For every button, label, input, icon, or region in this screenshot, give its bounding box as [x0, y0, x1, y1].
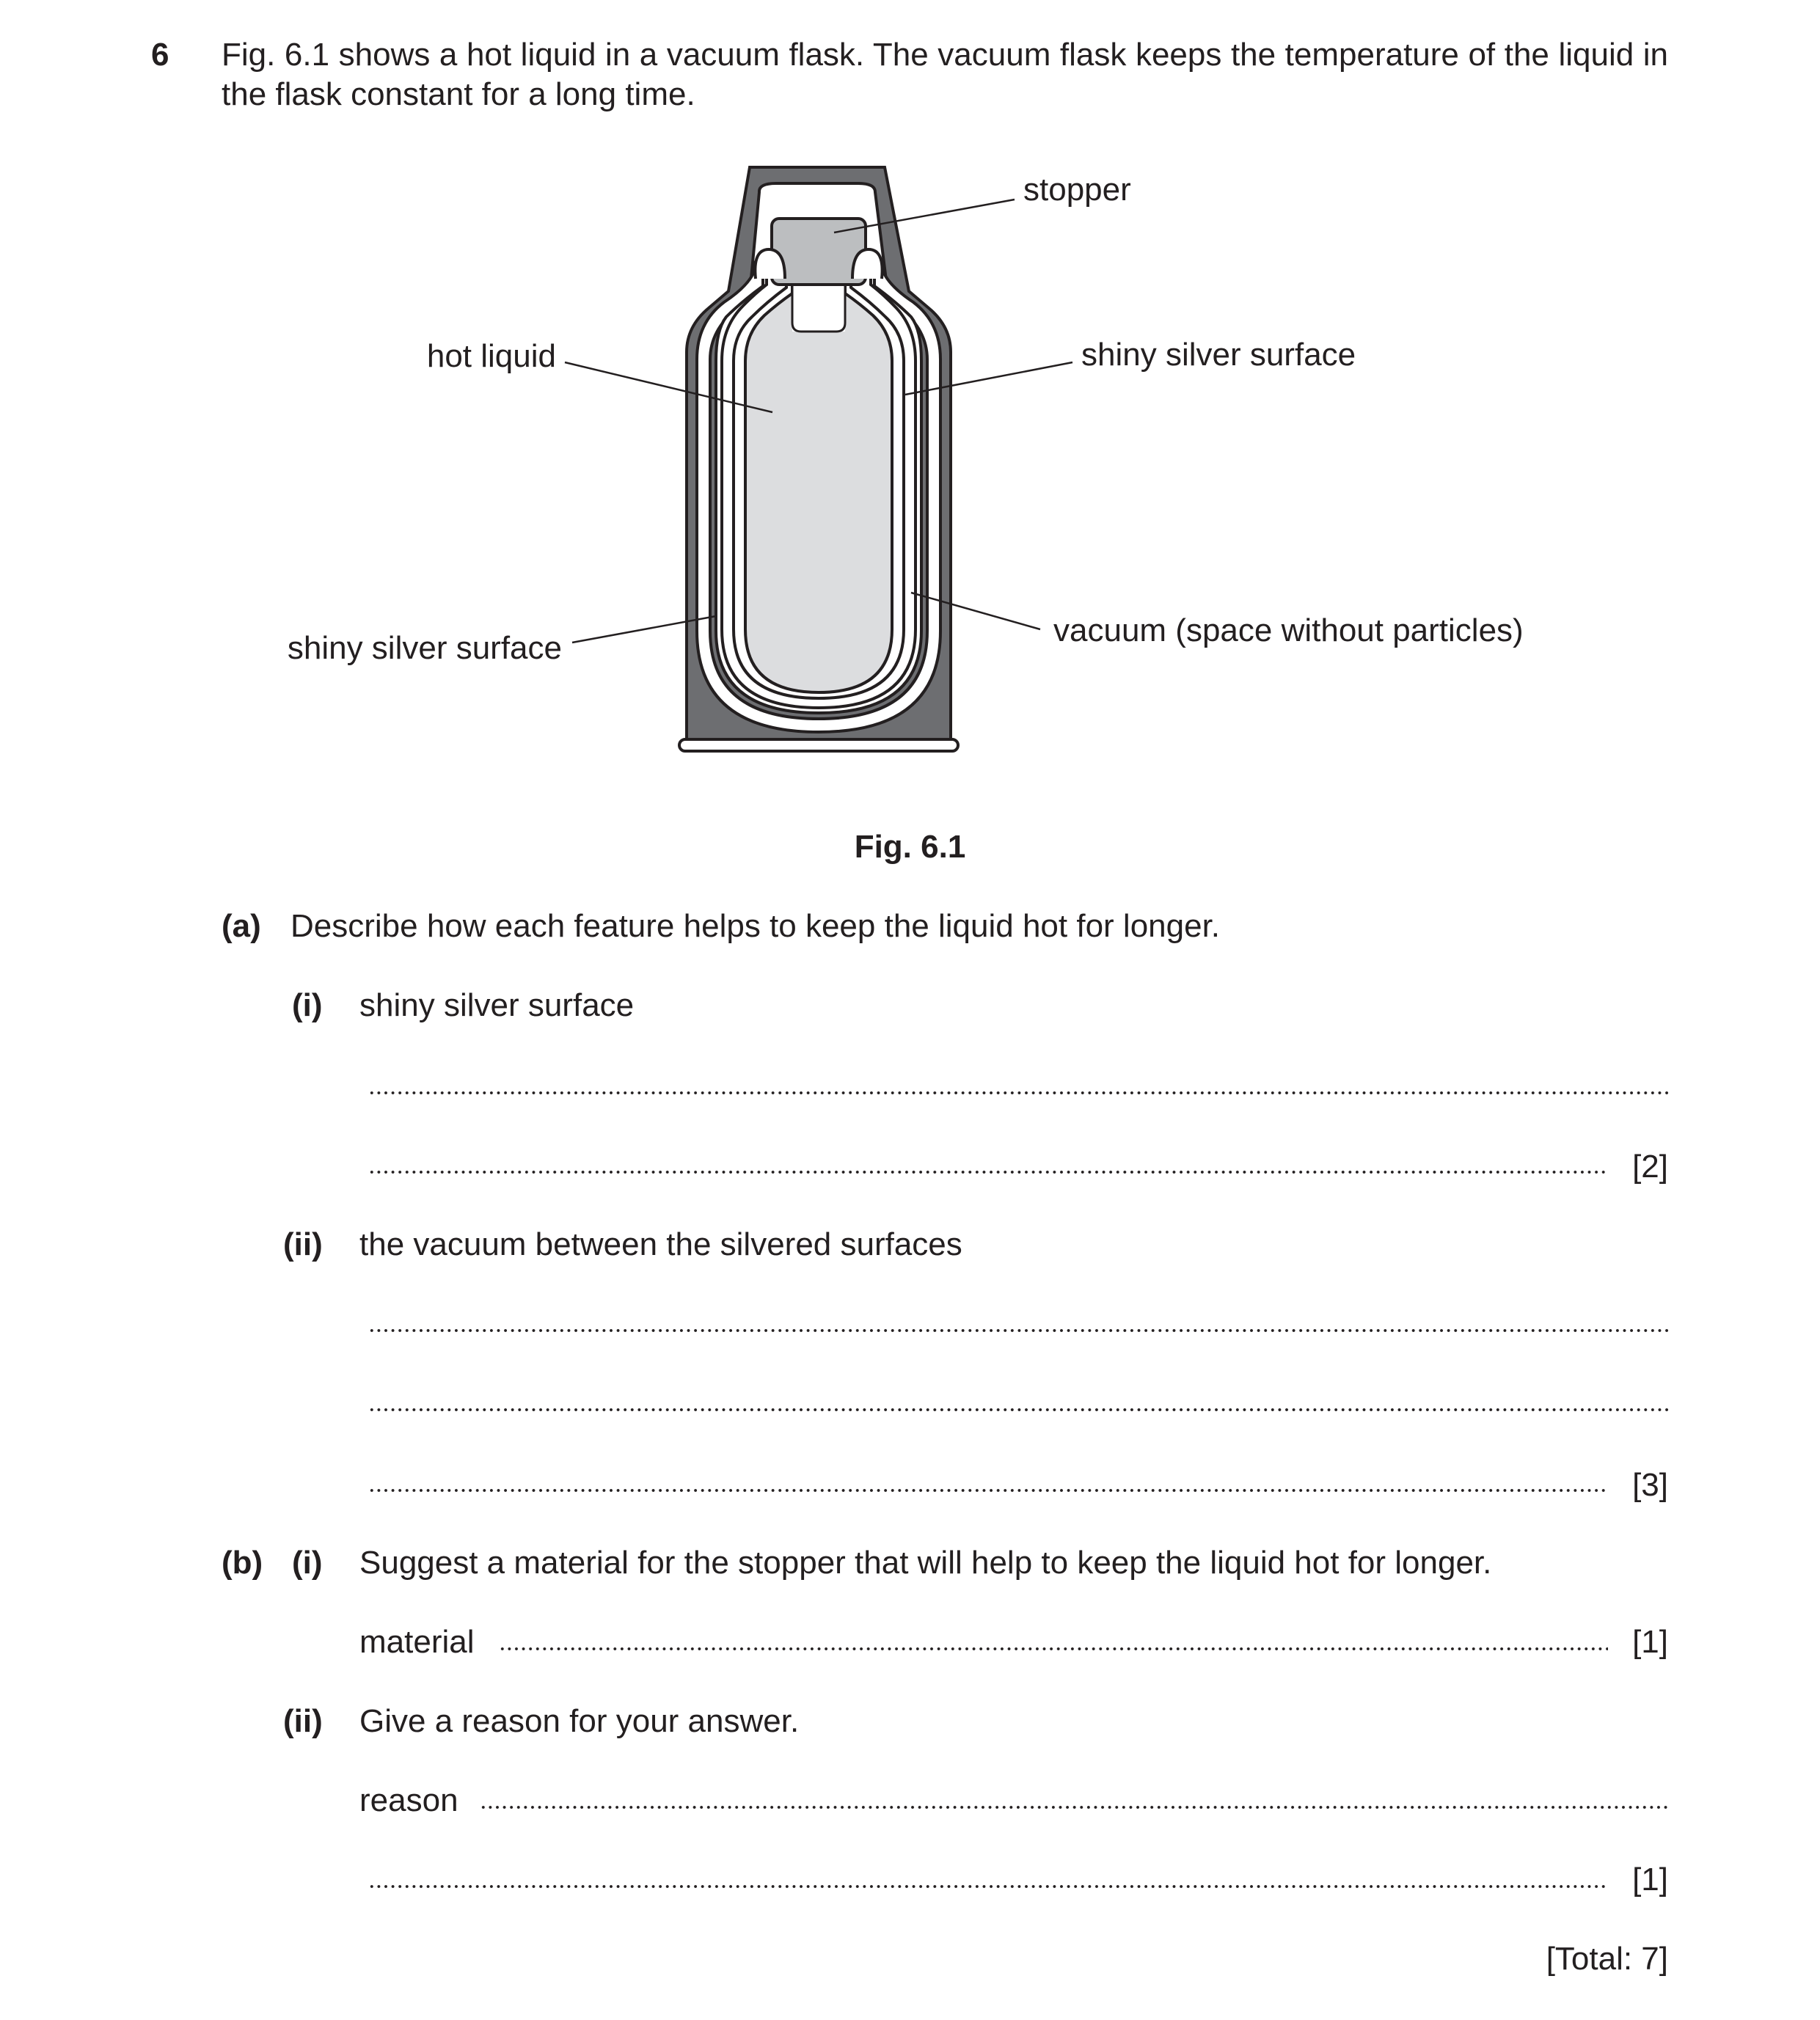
answer-line-a-i-1[interactable] [368, 1091, 1668, 1094]
part-a-ii-label: (ii) [283, 1226, 323, 1262]
flask-lip-right [852, 249, 882, 279]
part-b-ii-text: Give a reason for your answer. [359, 1703, 800, 1739]
total-marks: [Total: 7] [1546, 1941, 1668, 1977]
part-a-text: Describe how each feature helps to keep the liquid hot for longer. [290, 908, 1221, 944]
part-b-ii-label: (ii) [283, 1703, 323, 1739]
part-a-ii-text: the vacuum between the silvered surfaces [359, 1226, 962, 1262]
part-a-i-text: shiny silver surface [359, 987, 635, 1023]
part-b-i-label: (i) [292, 1545, 323, 1581]
part-b-label: (b) [222, 1545, 263, 1581]
flask-neck [792, 280, 845, 332]
reason-label: reason [359, 1782, 458, 1818]
leader-stopper [834, 200, 1015, 233]
flask-lip-left [755, 249, 785, 279]
label-hot-liquid: hot liquid [426, 338, 556, 374]
part-a-i-label: (i) [292, 987, 323, 1023]
question-number: 6 [151, 37, 169, 73]
figure-caption: Fig. 6.1 [854, 829, 966, 865]
marks-a-i: [2] [1632, 1149, 1668, 1185]
marks-b-ii: [1] [1632, 1862, 1668, 1898]
marks-a-ii: [3] [1632, 1467, 1668, 1503]
question-intro: Fig. 6.1 shows a hot liquid in a vacuum flask. The vacuum flask keeps the temperature of the liquid in the flask constant for a long time. [222, 37, 1668, 112]
answer-line-a-ii-3[interactable] [368, 1489, 1608, 1492]
marks-b-i: [1] [1632, 1624, 1668, 1660]
answer-line-reason-2[interactable] [368, 1885, 1608, 1888]
part-a-label: (a) [222, 908, 261, 944]
label-vacuum: vacuum (space without particles) [1053, 612, 1524, 648]
material-label: material [359, 1624, 475, 1660]
label-stopper: stopper [1023, 172, 1131, 208]
answer-line-reason-1[interactable] [480, 1806, 1668, 1809]
vacuum-flask-diagram [0, 0, 1820, 807]
flask-base [679, 739, 958, 751]
answer-line-a-ii-1[interactable] [368, 1329, 1668, 1332]
label-shiny-silver-left: shiny silver surface [287, 630, 562, 666]
answer-line-a-ii-2[interactable] [368, 1408, 1668, 1411]
answer-line-material[interactable] [499, 1647, 1608, 1650]
answer-line-a-i-2[interactable] [368, 1171, 1608, 1174]
label-shiny-silver-right: shiny silver surface [1081, 337, 1356, 373]
part-b-i-text: Suggest a material for the stopper that will help to keep the liquid hot for longer. [359, 1545, 1492, 1581]
